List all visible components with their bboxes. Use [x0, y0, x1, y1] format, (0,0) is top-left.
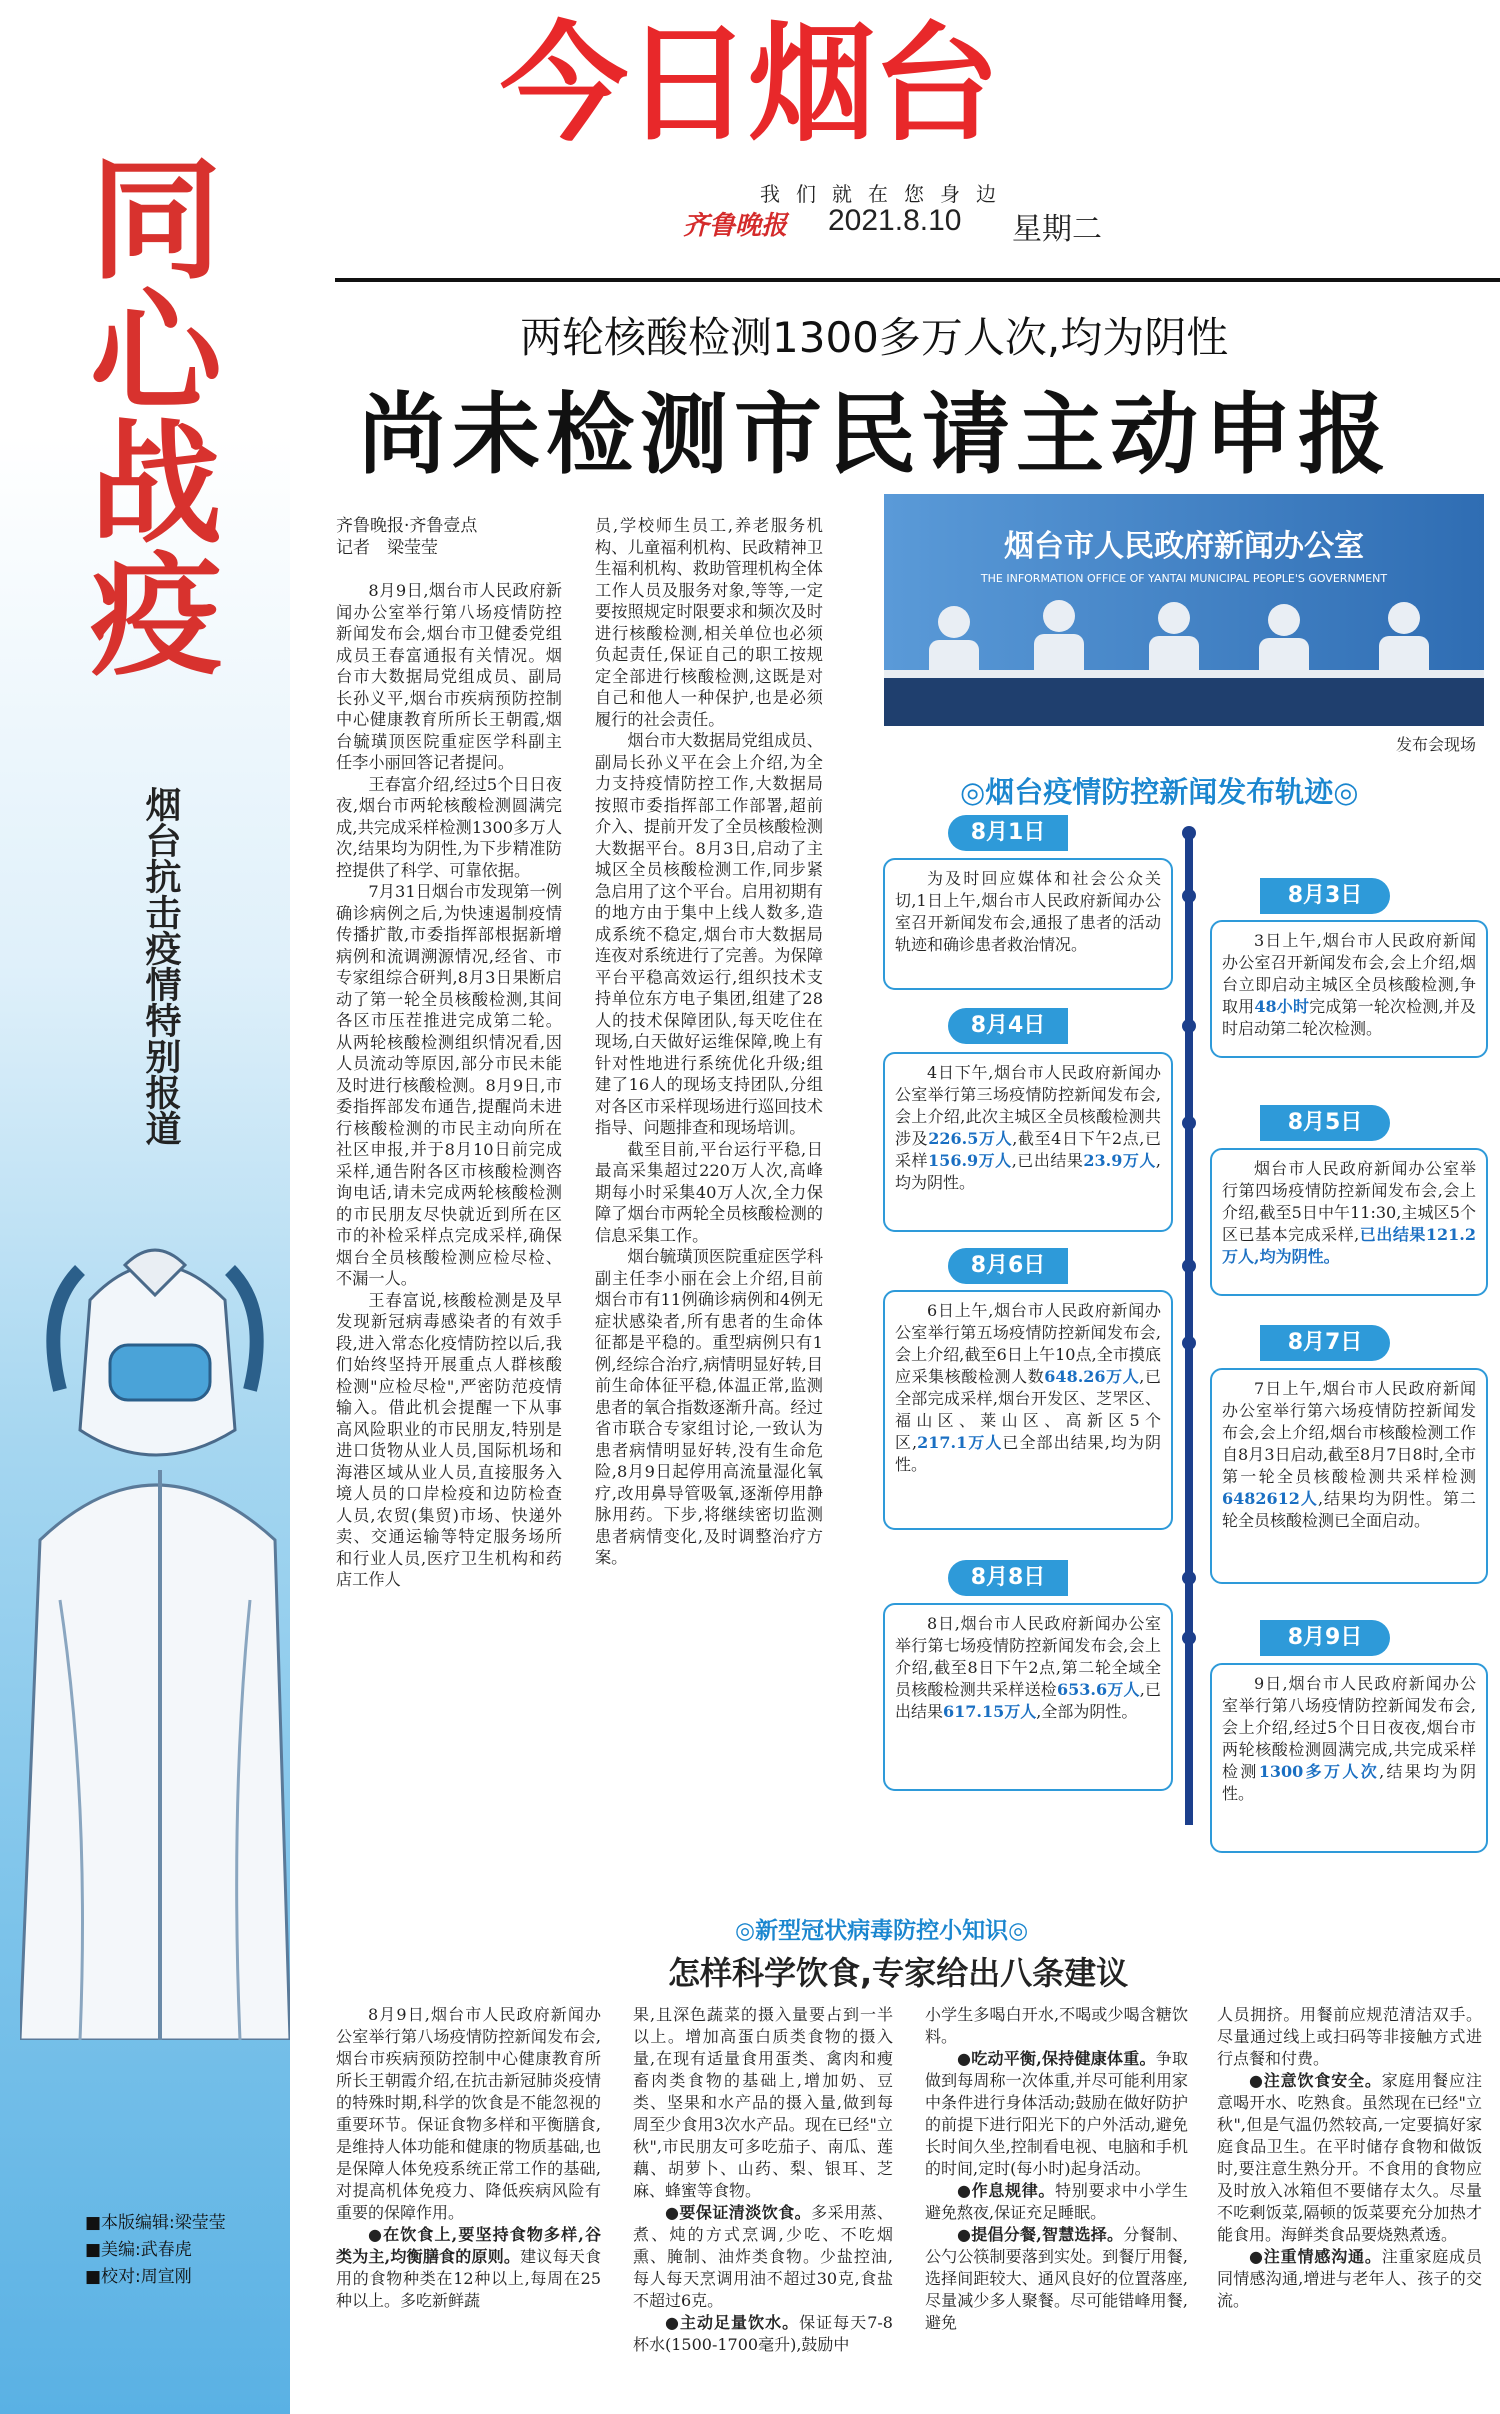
tip-heading: ●注重情感沟通。	[1249, 2247, 1382, 2266]
event-highlight: 23.9万人	[1083, 1151, 1156, 1170]
timeline-event-text	[1222, 1378, 1476, 1532]
timeline-date-aug5: 8月5日	[1260, 1105, 1390, 1141]
editor-credits	[85, 2210, 226, 2291]
timeline-event-aug9	[1210, 1663, 1488, 1853]
timeline-date-aug1: 8月1日	[948, 815, 1068, 851]
timeline-dot	[1182, 1336, 1196, 1350]
event-text-part: 7日上午,烟台市人民政府新闻办公室举行第六场疫情防控新闻发布会,会上介绍,烟台市核酸检测工作自8月3日启动,截至8月7日8时,全市第一轮全员核酸检测共采样检测	[1222, 1379, 1476, 1486]
event-text-part: 4日下午,烟台市人民政府新闻办公室举行第三场疫情防控新闻发布会,会上介绍,此次主城区全员核酸检测共涉及	[895, 1063, 1161, 1148]
event-text-part: ,全部为阴性。	[1036, 1702, 1138, 1721]
event-text-part: ,已全部完成采样,烟台开发区、芝罘区、福山区、莱山区、高新区5个区,	[895, 1367, 1161, 1452]
byline-source: 齐鲁晚报·齐鲁壹点	[336, 516, 478, 536]
timeline-dot	[1182, 1631, 1196, 1645]
tip-heading: ●作息规律。	[957, 2181, 1056, 2200]
timeline-event-aug8	[883, 1603, 1173, 1791]
event-text-part: 9日,烟台市人民政府新闻办公室举行第八场疫情防控新闻发布会,会上介绍,经过5个日日夜夜,烟台市两轮核酸检测圆满完成,共完成采样检测	[1222, 1674, 1476, 1781]
knowledge-title: 怎样科学饮食,专家给出八条建议	[668, 1954, 1129, 1992]
timeline-dot	[1182, 1019, 1196, 1033]
event-highlight: 226.5万人	[928, 1129, 1013, 1148]
timeline-event-aug5	[1210, 1148, 1488, 1296]
paragraph-text: 8月9日,烟台市人民政府新闻办公室举行第八场疫情防控新闻发布会,烟台市疾病预防控制中心健康教育所所长王朝霞介绍,在抗击新冠肺炎疫情的特殊时期,科学的饮食是不能忽视的重要环节。保证食物多样和平衡膳食,是维持人体功能和健康的物质基础,也是保障人体免疫系统正常工作的基础,对提高机体免疫力、降低疾病风险有重要的保障作用。	[336, 2005, 601, 2222]
timeline-event-text	[895, 1062, 1161, 1194]
byline-reporter: 记者 梁莹莹	[336, 538, 438, 558]
timeline-dot	[1182, 1116, 1196, 1130]
paragraph-text: 保证每天7-8杯水(1500-1700毫升),鼓励中	[633, 2313, 893, 2354]
event-highlight: 617.15万人	[943, 1702, 1037, 1721]
knowledge-paragraph	[925, 2048, 1188, 2180]
paragraph-text: 建议每天食用的食物种类在12种以上,每周在25种以上。多吃新鲜蔬	[336, 2247, 601, 2310]
event-text-part: ,均为阴性。	[895, 1151, 1161, 1192]
article-paragraph: 7月31日烟台市发现第一例确诊病例之后,为快速遏制疫情传播扩散,市委指挥部根据新增病例和流调溯源情况,经省、市专家组综合研判,8月3日果断启动了第一轮全员核酸检测,其间各区市压茬推进完成第二轮。从两轮核酸检测组织情况看,因人员流动等原因,部分市民未能及时进行核酸检测。8月9日,市委指挥部发布通告,提醒尚未进行核酸检测的市民主动向所在社区申报,并于8月10日前完成采样,通告附各区市核酸检测咨询电话,请未完成两轮核酸检测的市民朋友尽快就近到所在区市的补检采样点完成采样,确保烟台全员核酸检测应检尽检、不漏一人。	[336, 882, 562, 1288]
timeline-event-text	[895, 1300, 1161, 1476]
event-text-part: 完成第一轮次检测,并及时启动第二轮次检测。	[1222, 997, 1476, 1038]
article-paragraph: 员,学校师生员工,养老服务机构、儿童福利机构、民政精神卫生福利机构、救助管理机构全体工作人员及服务对象,等等,一定要按照规定时限要求和频次及时进行核酸检测,相关单位也必须负起责任,保证自己的职工按规定全部进行核酸检测,这既是对自己和他人一种保护,也是必须履行的社会责任。	[595, 516, 823, 729]
knowledge-paragraph	[925, 2224, 1188, 2334]
event-highlight: 217.1万人	[917, 1433, 1003, 1452]
article-paragraph: 王春富介绍,经过5个日日夜夜,烟台市两轮核酸检测圆满完成,共完成采样检测1300多万人次,结果均为阴性,为下步精准防控提供了科学、可靠依据。	[336, 774, 562, 880]
event-text-part: ,已出结果	[895, 1680, 1161, 1721]
timeline-event-aug4	[883, 1052, 1173, 1232]
credit-editor: ■本版编辑:梁莹莹	[85, 2213, 226, 2233]
knowledge-paragraph	[1217, 2004, 1482, 2070]
knowledge-column-4	[1217, 2004, 1482, 2312]
paragraph-text: 家庭用餐应注意喝开水、吃熟食。虽然现在已经"立秋",但是气温仍然较高,一定要搞好家庭食品卫生。在平时储存食物和做饭时,要注意生熟分开。不食用的食物应及时放入冰箱但不要储存太久。尽量不吃剩饭菜,隔顿的饭菜要充分加热才能食用。海鲜类食品要烧熟煮透。	[1217, 2071, 1482, 2244]
knowledge-paragraph	[633, 2312, 893, 2356]
banner-sub-text: 烟台抗击疫情特别报道	[140, 786, 181, 1146]
article-paragraph: 烟台毓璜顶医院重症医学科副主任李小丽在会上介绍,目前烟台市有11例确诊病例和4例无症状感染者,所有患者的生命体征都是平稳的。重型病例只有1例,经综合治疗,病情明显好转,目前生命体征平稳,体温正常,监测患者的氧合指数逐渐升高。经过省市联合专家组讨论,一致认为患者病情明显好转,没有生命危险,8月9日起停用高流量湿化氧疗,改用鼻导管吸氧,逐渐停用静脉用药。下步,将继续密切监测患者病情变化,及时调整治疗方案。	[595, 1247, 823, 1567]
credit-proofreader: ■校对:周宣刚	[85, 2267, 192, 2287]
article-column-1	[336, 580, 562, 1591]
event-highlight: 已出结果121.2万人,均为阴性。	[1222, 1225, 1476, 1266]
knowledge-column-3	[925, 2004, 1188, 2334]
press-conference-photo	[884, 494, 1484, 726]
article-paragraph: 王春富说,核酸检测是及早发现新冠病毒感染者的有效手段,进入常态化疫情防控以后,我们始终坚持开展重点人群核酸检测"应检尽检",严密防范疫情输入。借此机会提醒一下从事高风险职业的市民朋友,特别是进口货物从业人员,国际机场和海港区域从业人员,直接服务入境人员的口岸检疫和边防检查人员,农贸(集贸)市场、快递外卖、交通运输等特定服务场所和行业人员,医疗卫生机构和药店工作人	[336, 1290, 562, 1589]
paragraph-text: 特别要求中小学生避免熬夜,保证充足睡眠。	[925, 2181, 1188, 2222]
byline	[336, 515, 477, 559]
timeline-dot	[1182, 889, 1196, 903]
knowledge-paragraph	[925, 2004, 1188, 2048]
timeline-event-text: 为及时回应媒体和社会公众关切,1日上午,烟台市人民政府新闻办公室召开新闻发布会,通报了患者的活动轨迹和确诊患者救治情况。	[895, 869, 1161, 954]
issue-weekday: 星期二	[1012, 212, 1102, 247]
knowledge-paragraph	[925, 2180, 1188, 2224]
timeline-event-aug6	[883, 1290, 1173, 1530]
paragraph-text: 争取做到每周称一次体重,并尽可能利用家中条件进行身体活动;鼓励在做好防护的前提下进行阳光下的户外活动,避免长时间久坐,控制看电视、电脑和手机的时间,定时(每小时)起身活动。	[925, 2049, 1188, 2178]
photo-banner-en: THE INFORMATION OFFICE OF YANTAI MUNICIPAL PEOPLE'S GOVERNMENT	[980, 572, 1388, 585]
event-highlight: 653.6万人	[1057, 1680, 1140, 1699]
timeline-dot	[1182, 1571, 1196, 1585]
knowledge-paragraph	[633, 2004, 893, 2202]
tip-heading: ●吃动平衡,保持健康体重。	[957, 2049, 1156, 2068]
timeline-dot	[1182, 1259, 1196, 1273]
main-headline: 尚未检测市民请主动申报	[358, 383, 1393, 486]
knowledge-paragraph	[1217, 2070, 1482, 2246]
event-highlight: 48小时	[1254, 997, 1310, 1016]
masthead-rule	[335, 278, 1500, 282]
paragraph-text: 小学生多喝白开水,不喝或少喝含糖饮料。	[925, 2005, 1188, 2046]
timeline-dot	[1182, 826, 1196, 840]
masthead-title: 今日烟台	[500, 10, 997, 159]
event-text-part: 8日,烟台市人民政府新闻办公室举行第七场疫情防控新闻发布会,会上介绍,截至8日下午2点,第二轮全域全员核酸检测共采样送检	[895, 1614, 1161, 1699]
knowledge-paragraph	[1217, 2246, 1482, 2312]
knowledge-paragraph	[336, 2224, 601, 2312]
paragraph-text: 人员拥挤。用餐前应规范清洁双手。尽量通过线上或扫码等非接触方式进行点餐和付费。	[1217, 2005, 1482, 2068]
banner-main-text: 同心战疫	[67, 150, 222, 678]
event-highlight: 648.26万人	[1044, 1367, 1140, 1386]
timeline-event-text	[1222, 930, 1476, 1040]
timeline-date-aug9: 8月9日	[1260, 1620, 1390, 1656]
knowledge-paragraph	[336, 2004, 601, 2224]
timeline-date-aug3: 8月3日	[1260, 878, 1390, 914]
timeline-event-aug1	[883, 858, 1173, 990]
timeline-event-text	[1222, 1673, 1476, 1805]
tip-heading: ●提倡分餐,智慧选择。	[957, 2225, 1124, 2244]
timeline-date-aug4: 8月4日	[948, 1008, 1068, 1044]
issue-date: 2021.8.10	[828, 204, 962, 237]
subheadline: 两轮核酸检测1300多万人次,均为阴性	[520, 313, 1229, 362]
tip-heading: ●注意饮食安全。	[1249, 2071, 1382, 2090]
timeline-date-aug8: 8月8日	[948, 1560, 1068, 1596]
masthead-slogan: 我们就在您身边	[760, 182, 1012, 206]
event-text-part: ,结果均为阴性。第二轮全员核酸检测已全面启动。	[1222, 1489, 1476, 1530]
event-text-part: ,已出结果	[1011, 1151, 1084, 1170]
paragraph-text: 多采用蒸、煮、炖的方式烹调,少吃、不吃烟熏、腌制、油炸类食物。少盐控油,每人每天烹调用油不超过30克,食盐不超过6克。	[633, 2203, 893, 2310]
paragraph-text: 分餐制、公勺公筷制要落到实处。到餐厅用餐,选择间距较大、通风良好的位置落座,尽量减少多人聚餐。尽可能错峰用餐,避免	[925, 2225, 1188, 2332]
event-text-part: 已全部出结果,均为阴性。	[895, 1433, 1161, 1474]
article-paragraph: 烟台市大数据局党组成员、副局长孙义平在会上介绍,为全力支持疫情防控工作,大数据局按照市委指挥部工作部署,超前介入、提前开发了全员核酸检测大数据平台。8月3日,启动了主城区全员核酸检测工作,同步紧急启用了这个平台。启用初期有的地方由于集中上线人数多,造成系统不稳定,烟台市大数据局连夜对系统进行了完善。为保障平台平稳高效运行,组织技术支持单位东方电子集团,组建了28人的技术保障团队,每天吃住在现场,白天做好运维保障,晚上有针对性地进行系统优化升级;组建了16人的现场支持团队,分组对各区市采样现场进行巡回技术指导、问题排查和现场培训。	[595, 731, 823, 1137]
knowledge-column-2	[633, 2004, 893, 2356]
event-highlight: 1300多万人次	[1258, 1762, 1380, 1781]
event-text-part: 6日上午,烟台市人民政府新闻办公室举行第五场疫情防控新闻发布会,会上介绍,截至6日上午10点,全市摸底应采集核酸检测人数	[895, 1301, 1161, 1386]
timeline-event-aug7	[1210, 1368, 1488, 1584]
timeline-event-text	[895, 1613, 1161, 1723]
photo-caption: 发布会现场	[1396, 735, 1477, 754]
knowledge-label: ◎新型冠状病毒防控小知识◎	[735, 1918, 1029, 1944]
event-highlight: 156.9万人	[928, 1151, 1012, 1170]
timeline-title: ◎烟台疫情防控新闻发布轨迹◎	[960, 775, 1359, 809]
event-highlight: 6482612人	[1222, 1489, 1318, 1508]
timeline-date-aug7: 8月7日	[1260, 1325, 1390, 1361]
event-text-part: 3日上午,烟台市人民政府新闻办公室召开新闻发布会,会上介绍,烟台立即启动主城区全员核酸检测,争取用	[1222, 931, 1476, 1016]
timeline-axis	[1185, 830, 1193, 1825]
brand-logo: 齐鲁晚报	[683, 211, 788, 241]
article-column-2	[595, 515, 823, 1569]
tip-heading: ●主动足量饮水。	[665, 2313, 800, 2332]
article-paragraph: 8月9日,烟台市人民政府新闻办公室举行第八场疫情防控新闻发布会,烟台市卫健委党组成员王春富通报有关情况。烟台市大数据局党组成员、副局长孙义平,烟台市疾病预防控制中心健康教育所所长王朝霞,烟台毓璜顶医院重症医学科副主任李小丽回答记者提问。	[336, 581, 562, 772]
event-text-part: ,截至4日下午2点,已采样	[895, 1129, 1161, 1170]
knowledge-paragraph	[633, 2202, 893, 2312]
photo-banner-cn: 烟台市人民政府新闻办公室	[1004, 529, 1364, 564]
knowledge-column-1	[336, 2004, 601, 2312]
event-text-part: ,结果均为阴性。	[1222, 1762, 1476, 1803]
credit-designer: ■美编:武春虎	[85, 2240, 192, 2260]
timeline-event-aug3	[1210, 920, 1488, 1058]
paragraph-text: 果,且深色蔬菜的摄入量要占到一半以上。增加高蛋白质类食物的摄入量,在现有适量食用蛋类、禽肉和瘦畜肉类食物的基础上,增加奶、豆类、坚果和水产品的摄入量,做到每周至少食用3次水产品。现在已经"立秋",市民朋友可多吃茄子、南瓜、莲藕、胡萝卜、山药、梨、银耳、芝麻、蜂蜜等食物。	[633, 2005, 893, 2200]
paragraph-text: 注重家庭成员同情感沟通,增进与老年人、孩子的交流。	[1217, 2247, 1482, 2310]
article-paragraph: 截至目前,平台运行平稳,日最高采集超过220万人次,高峰期每小时采集40万人次,全力保障了烟台市两轮全员核酸检测的信息采集工作。	[595, 1139, 823, 1245]
timeline-date-aug6: 8月6日	[948, 1248, 1068, 1284]
tip-heading: ●在饮食上,要坚持食物多样,谷类为主,均衡膳食的原则。	[336, 2225, 601, 2266]
timeline-event-text	[1222, 1158, 1476, 1268]
medical-worker-illustration	[20, 1240, 290, 2040]
event-text-part: 烟台市人民政府新闻办公室举行第四场疫情防控新闻发布会,会上介绍,截至5日中午11:30,主城区5个区已基本完成采样,	[1222, 1159, 1476, 1244]
tip-heading: ●要保证清淡饮食。	[665, 2203, 812, 2222]
